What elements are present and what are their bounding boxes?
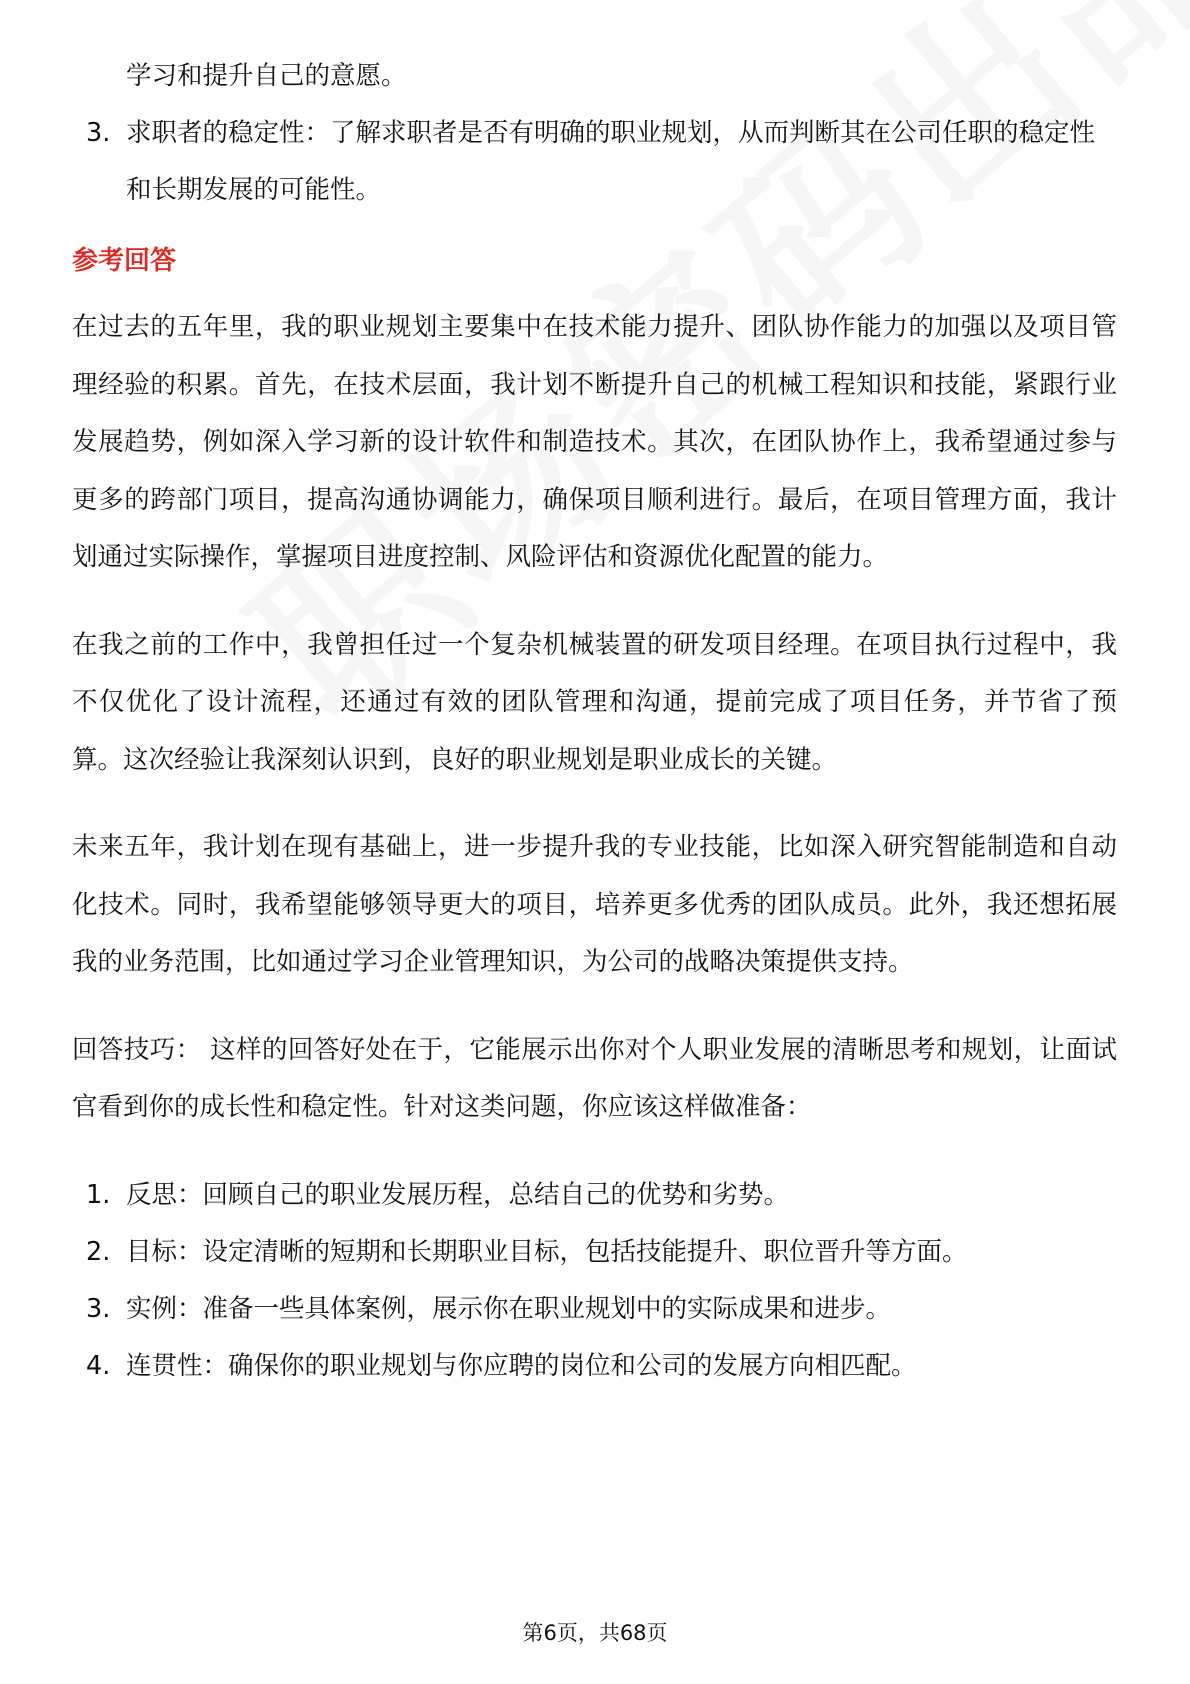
page-number: 第6页，共68页 [522, 1621, 668, 1645]
list-item [72, 105, 1117, 219]
section-heading: 参考回答 [72, 246, 177, 276]
answer-paragraph-3: 未来五年，我计划在现有基础上，进一步提升我的专业技能，比如深入研究智能制造和自动化技术。同时，我希望能够领导更大的项目，培养更多优秀的团队成员。此外，我还想拓展我的业务范围，比如通过学习企业管理知识，为公司的战略决策提供支持。 [72, 832, 1117, 977]
list-item-text: 连贯性：确保你的职业规划与你应聘的岗位和公司的发展方向相匹配。 [126, 1350, 917, 1381]
answer-tips-paragraph: 回答技巧： 这样的回答好处在于，它能展示出你对个人职业发展的清晰思考和规划，让面试官看到你的成长性和稳定性。针对这类问题，你应该这样做准备： [72, 1034, 1117, 1122]
tips-list-item [72, 1338, 1117, 1395]
list-item-number: 3. [86, 1293, 111, 1324]
answer-paragraph-1: 在过去的五年里，我的职业规划主要集中在技术能力提升、团队协作能力的加强以及项目管理经验的积累。首先，在技术层面，我计划不断提升自己的机械工程知识和技能，紧跟行业发展趋势，例如深入学习新的设计软件和制造技术。其次，在团队协作上，我希望通过参与更多的跨部门项目，提高沟通协调能力，确保项目顺利进行。最后，在项目管理方面，我计划通过实际操作，掌握项目进度控制、风险评估和资源优化配置的能力。 [72, 312, 1117, 572]
tips-list-item [72, 1167, 1117, 1224]
list-item-number: 1. [86, 1179, 111, 1210]
tips-list-item [72, 1281, 1117, 1338]
document-body [72, 48, 1117, 1395]
tips-list-item [72, 1224, 1117, 1281]
list-item-text: 目标：设定清晰的短期和长期职业目标，包括技能提升、职位晋升等方面。 [126, 1236, 968, 1267]
tips-list [72, 1167, 1117, 1395]
list-item-number: 4. [86, 1350, 111, 1381]
list-item-text: 实例：准备一些具体案例，展示你在职业规划中的实际成果和进步。 [126, 1293, 892, 1324]
list-item-text: 求职者的稳定性：了解求职者是否有明确的职业规划，从而判断其在公司任职的稳定性和长期发展的可能性。 [126, 118, 1096, 205]
list-item-number: 2. [86, 1236, 111, 1267]
answer-paragraph-2: 在我之前的工作中，我曾担任过一个复杂机械装置的研发项目经理。在项目执行过程中，我不仅优化了设计流程，还通过有效的团队管理和沟通，提前完成了项目任务，并节省了预算。这次经验让我深刻认识到，良好的职业规划是职业成长的关键。 [72, 629, 1117, 775]
list-item-text: 反思：回顾自己的职业发展历程，总结自己的优势和劣势。 [126, 1179, 790, 1210]
list-item-number: 3. [86, 118, 111, 148]
list-item-continuation: 学习和提升自己的意愿。 [126, 61, 407, 91]
